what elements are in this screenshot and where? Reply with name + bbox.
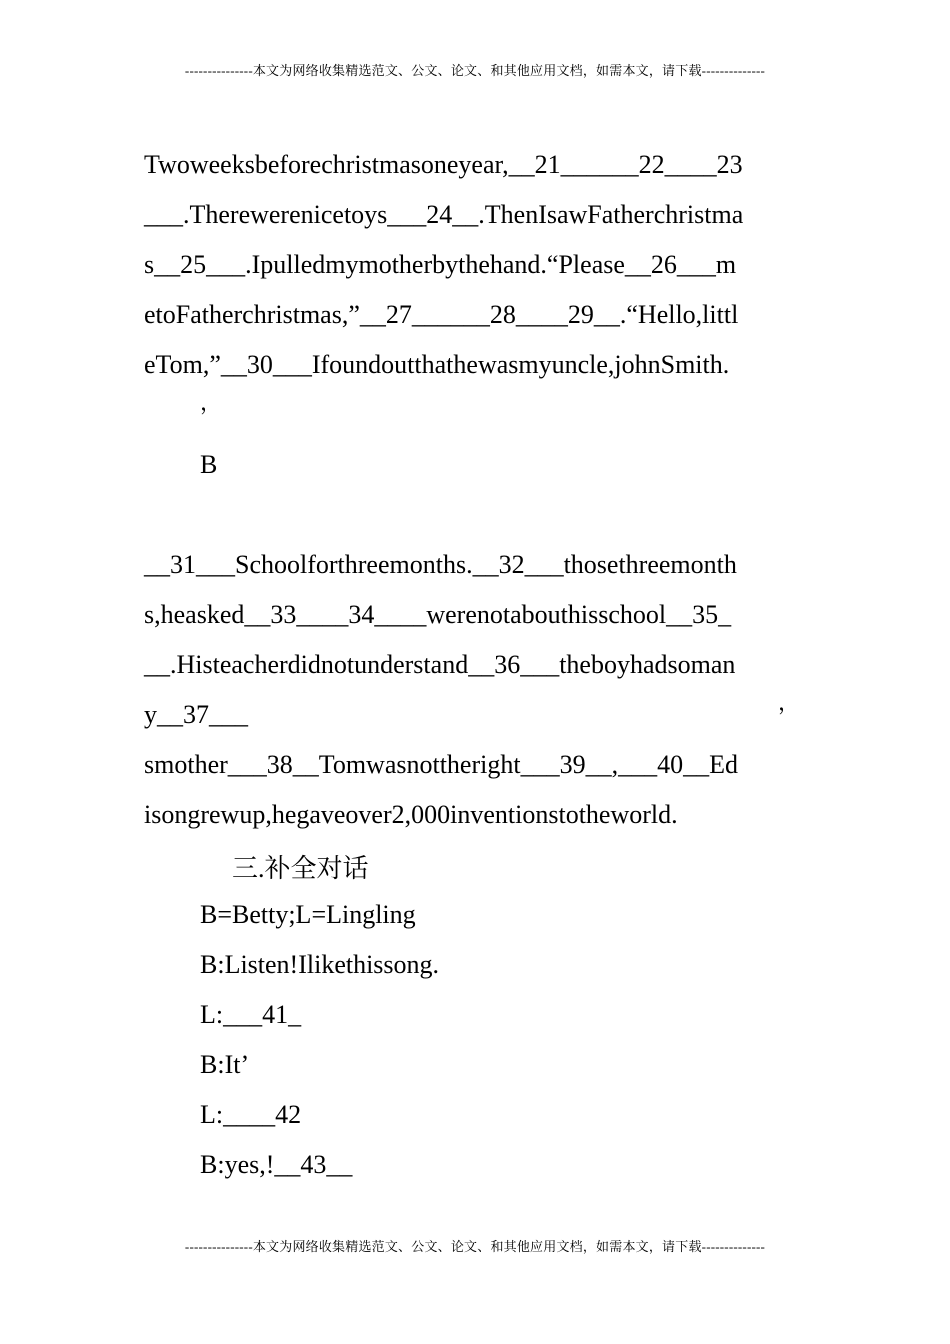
passage-a-line: etoFatherchristmas,”__27______28____29__.“Hello,littl (144, 300, 739, 329)
passage-b-line: smother___38__Tomwasnottheright___39__,___40__Ed (144, 750, 738, 779)
page-footer: ---------------本文为网络收集精选范文、公文、论文、和其他应用文档，如需本文，请下载-------------- (184, 1239, 766, 1254)
passage-a-line: s__25___.Ipulledmymotherbythehand.“Please__26___m (144, 250, 737, 279)
passage-a-line: ___.Therewerenicetoys___24__.ThenIsawFatherchristma (144, 200, 744, 229)
dialogue-line: L:____42 (200, 1100, 302, 1129)
dialogue-line: B:Listen!Ilikethissong. (200, 950, 440, 979)
passage-a-line: eTom,”__30___Ifoundoutthathewasmyuncle,johnSmith. (144, 350, 730, 379)
dialogue-line: B:yes,!__43__ (200, 1150, 353, 1179)
page-header: ---------------本文为网络收集精选范文、公文、论文、和其他应用文档，如需本文，请下载-------------- (184, 63, 766, 78)
passage-b-line: y__37___ (144, 700, 248, 729)
passage-b-line: isongrewup,hegaveover2,000inventionstotheworld. (144, 800, 678, 829)
dialogue-line: L:___41_ (200, 1000, 302, 1029)
section-b-label: B (200, 450, 218, 479)
passage-b-line: s,heasked__33____34____werenotabouthisschool__35_ (144, 600, 732, 629)
passage-b-line: __.Histeacherdidnotunderstand__36___theboyhadsoman (144, 650, 736, 679)
comma-mark: ， (200, 390, 223, 415)
passage-a-line: Twoweeksbeforechristmasoneyear,__21______22____23 (144, 150, 743, 179)
dialogue-line: B=Betty;L=Lingling (200, 900, 416, 929)
dialogue-line: B:It’ (200, 1050, 250, 1079)
passage-b-line: __31___Schoolforthreemonths.__32___thosethreemonth (144, 550, 737, 579)
section-three-title: 三.补全对话 (232, 854, 369, 883)
comma-mark: ， (778, 690, 801, 715)
